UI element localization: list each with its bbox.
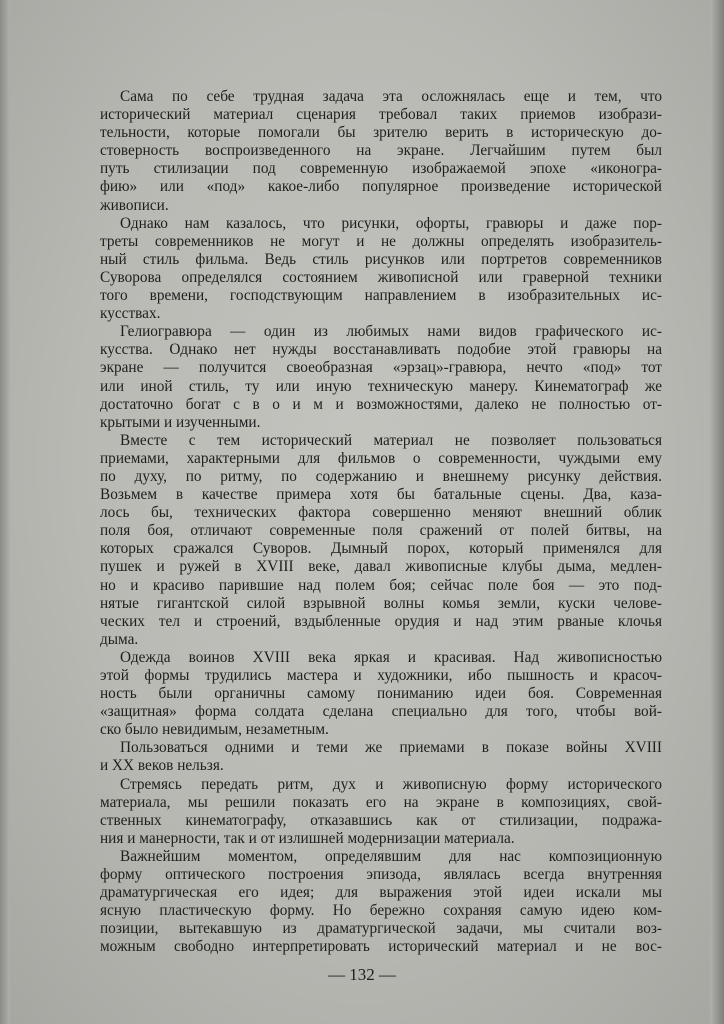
text-line: которых сражался Суворов. Дымный порох, который применялся для <box>100 540 662 558</box>
text-line: материала, мы решили показать его на экране в композициях, свой- <box>100 793 662 811</box>
text-line: Суворова определялся состоянием живописной или граверной техники <box>100 268 662 286</box>
text-line: крытыми и изученными. <box>100 413 261 431</box>
text-line: и XX веков нельзя. <box>100 757 224 775</box>
text-line: исторический материал сценария требовал таких приемов изобрази- <box>100 106 662 124</box>
text-line: Важнейшим моментом, определявшим для нас композиционную <box>120 847 662 865</box>
text-line: по духу, по ритму, по содержанию и внешнему рисунку действия. <box>100 467 662 485</box>
text-line: Одежда воинов XVIII века яркая и красивая. Над живописностью <box>120 648 662 666</box>
text-line: драматургическая его идея; для выражения этой идеи искали мы <box>100 884 662 902</box>
text-line: ственных кинематографу, отказавшись как от стилизации, подража- <box>100 811 662 829</box>
text-line: но и красиво парившие над полем боя; сейчас поле боя — это под- <box>100 576 662 594</box>
paragraph <box>100 323 662 432</box>
text-line: или иной стиль, ту или иную техническую манеру. Кинематограф же <box>100 377 662 395</box>
text-line: ческих тел и строений, вздыбленные орудия и над этим рваные клочья <box>100 612 662 630</box>
text-line: Возьмем в качестве примера хотя бы батальные сцены. Два, каза- <box>100 486 662 504</box>
text-line: Пользоваться одними и теми же приемами в показе войны XVIII <box>120 739 662 757</box>
scan-edge-right <box>710 0 724 1024</box>
paragraph <box>100 215 662 324</box>
paragraph <box>100 848 662 957</box>
paragraph <box>100 776 662 848</box>
text-line: этой формы трудились мастера и художники, ибо пышность и красоч- <box>100 667 662 684</box>
text-line: форму оптического построения эпизода, являлась всегда внутренняя <box>100 866 662 884</box>
text-line: ско было невидимым, незаметным. <box>100 721 329 739</box>
text-line: Вместе с тем исторический материал не позволяет пользоваться <box>120 431 662 449</box>
text-line: «защитная» форма солдата сделана специально для того, чтобы вой- <box>100 703 662 721</box>
text-line: приемами, характерными для фильмов о современности, чуждыми ему <box>100 449 662 467</box>
text-line: лось бы, технических фактора совершенно меняют внешний облик <box>100 504 662 522</box>
text-line: кусства. Однако нет нужды восстанавливать подобие этой гравюры на <box>100 341 662 359</box>
text-line: кусствах. <box>100 305 161 323</box>
paragraph <box>100 739 662 775</box>
text-line: Сама по себе трудная задача эта осложнялась еще и тем, что <box>120 88 662 105</box>
text-line: поля боя, отличают современные поля сражений от полей битвы, на <box>100 522 662 540</box>
text-line: достаточно богат с в о и м и возможностями, далеко не полностью от- <box>100 395 662 413</box>
text-line: Гелиогравюра — один из любимых нами видов графического ис- <box>120 323 662 341</box>
scan-edge-left <box>0 0 10 1024</box>
text-line: ния и манерности, так и от излишней модернизации материала. <box>100 829 515 847</box>
paragraph <box>100 432 662 649</box>
paragraph <box>100 88 662 215</box>
text-line: путь стилизации под современную изображаемой эпохе «иконогра- <box>100 160 662 178</box>
text-line: можным свободно интерпретировать исторический материал и не вос- <box>100 938 662 956</box>
text-line: фию» или «под» какое-либо популярное произведение исторической <box>100 178 662 196</box>
text-line: тельности, которые помогали бы зрителю верить в историческую до- <box>100 124 662 142</box>
text-line: того времени, господствующим направлением в изобразительных ис- <box>100 287 662 305</box>
text-line: нятые гигантской силой взрывной волны комья земли, куски челове- <box>100 594 662 612</box>
text-line: экране — получится своеобразная «эрзац»-гравюра, нечто «под» тот <box>100 359 662 377</box>
page-number: — 132 — <box>328 965 396 984</box>
text-line: Стремясь передать ритм, дух и живописную форму исторического <box>120 775 662 793</box>
text-line: ность были органичны самому пониманию идеи боя. Современная <box>100 685 662 703</box>
text-line: треты современников не могут и не должны определять изобразитель- <box>100 232 662 250</box>
text-line: позиции, вытекавшую из драматургической задачи, мы считали воз- <box>100 920 662 938</box>
text-line: дыма. <box>100 630 139 648</box>
text-line: ный стиль фильма. Ведь стиль рисунков или портретов современников <box>100 250 662 268</box>
page-body-text <box>100 88 662 957</box>
text-line: пушек и ружей в XVIII веке, давал живописные клубы дыма, медлен- <box>100 558 662 576</box>
text-line: стоверность воспроизведенного на экране. Легчайшим путем был <box>100 142 662 160</box>
paragraph <box>100 649 662 739</box>
text-line: живописи. <box>100 196 169 214</box>
text-line: Однако нам казалось, что рисунки, офорты, гравюры и даже пор- <box>120 214 662 232</box>
text-line: ясную пластическую форму. Но бережно сохраняя самую идею ком- <box>100 902 662 920</box>
